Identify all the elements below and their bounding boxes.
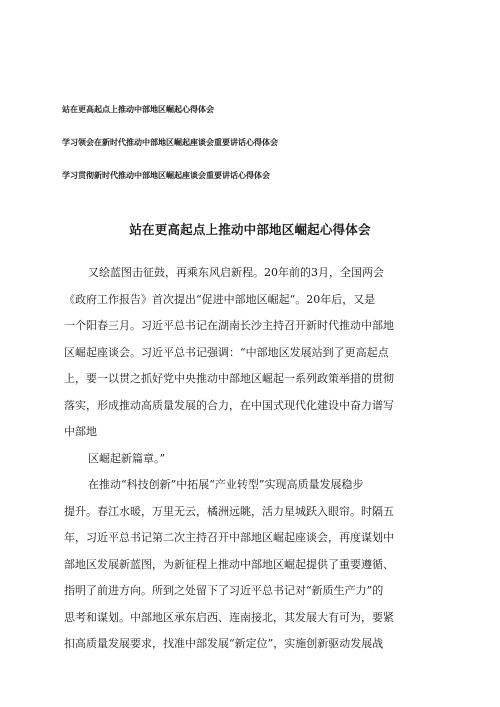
- article-title: 站在更高起点上推动中部地区崛起心得体会: [129, 222, 371, 237]
- table-of-contents: [62, 104, 462, 203]
- body-line: 在推动“科技创新”中拓展“产业转型”实现高质量发展稳步: [88, 478, 364, 491]
- toc-item: 学习领会在新时代推动中部地区崛起座谈会重要讲话心得体会: [62, 138, 278, 147]
- body-line: 思考和谋划。中部地区承东启西、连南接北，其发展大有可为，要紧: [64, 610, 394, 624]
- body-line: 又绘蓝图击征鼓，再乘东风启新程。20年前的3月，全国两会: [88, 266, 384, 279]
- body-line: 部地区发展新蓝图，为新征程上推动中部地区崛起提供了重要遵循、: [64, 557, 394, 571]
- body-line: 指明了前进方向。所到之处留下了习近平总书记对“新质生产力”的: [64, 584, 384, 597]
- body-line: 区崛起座谈会。习近平总书记强调：“中部地区发展站到了更高起点: [64, 345, 389, 359]
- body-line: 区崛起新篇章。”: [88, 451, 166, 465]
- body-line: 中部地: [64, 425, 97, 438]
- body-line: 一个阳春三月。习近平总书记在湖南长沙主持召开新时代推动中部地: [64, 319, 394, 332]
- body-line: 《政府工作报告》首次提出“促进中部地区崛起“。20年后，又是: [64, 292, 376, 306]
- toc-item: 站在更高起点上推动中部地区崛起心得体会: [62, 105, 214, 114]
- body-line: 扣高质量发展要求，找准中部发展“新定位”，实施创新驱动发展战: [64, 637, 384, 650]
- body-line: 上，要一以贯之抓好党中央推动中部地区崛起一系列政策举措的贯彻: [64, 372, 394, 385]
- body-line: 落实，形成推动高质量发展的合力，在中国式现代化建设中奋力谱写: [64, 398, 394, 412]
- body-line: 提升。春江水暖，万里无云，橘洲远眺，活力星城跃入眼帘。时隔五: [64, 504, 394, 518]
- toc-item: 学习贯彻新时代推动中部地区崛起座谈会重要讲话心得体会: [62, 171, 270, 180]
- article-body: [64, 260, 442, 658]
- body-line: 年，习近平总书记第二次主持召开中部地区崛起座谈会，再度谋划中: [64, 531, 394, 544]
